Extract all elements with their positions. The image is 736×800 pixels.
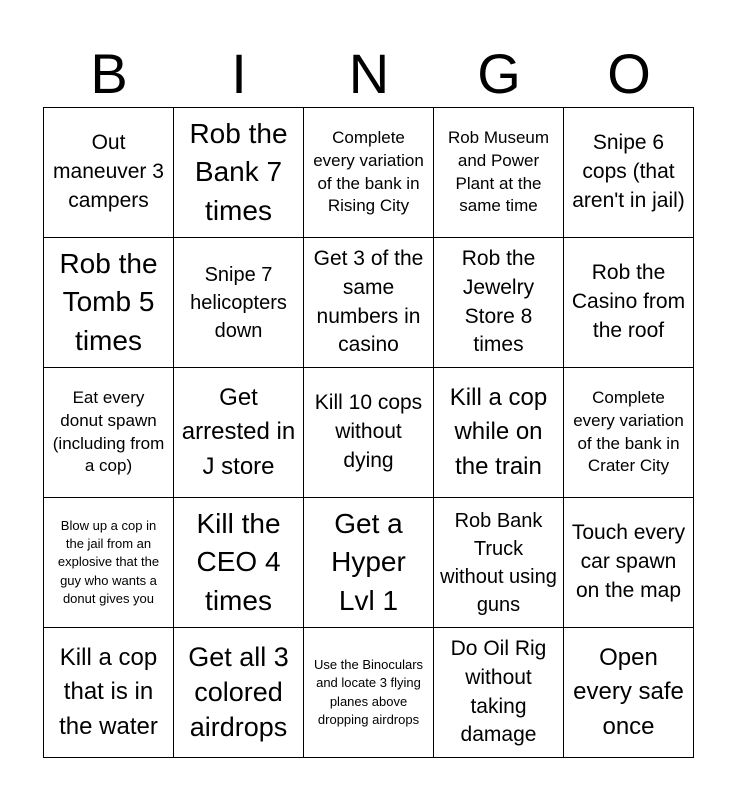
cell-text: Rob the Tomb 5 times: [59, 247, 158, 356]
bingo-cell[interactable]: [304, 108, 434, 238]
cell-text: Get all 3 colored airdrops: [188, 641, 289, 743]
bingo-cell[interactable]: [174, 108, 304, 238]
bingo-cell[interactable]: [434, 368, 564, 498]
cell-text: Use the Binoculars and locate 3 flying planes above dropping airdrops: [313, 657, 424, 727]
bingo-cell[interactable]: [44, 108, 174, 238]
header-letter-g: G: [477, 42, 521, 105]
cell-text: Rob the Jewelry Store 8 times: [461, 246, 536, 357]
cell-text: Kill a cop while on the train: [449, 384, 548, 480]
cell-text: Get arrested in J store: [181, 384, 296, 480]
bingo-cell[interactable]: [44, 368, 174, 498]
bingo-cell[interactable]: [304, 368, 434, 498]
header-letter-b: B: [90, 42, 128, 105]
cell-text: Do Oil Rig without taking damage: [450, 636, 547, 747]
cell-text: Complete every variation of the bank in Rising City: [313, 127, 424, 216]
header-letter-i: I: [231, 42, 247, 105]
bingo-cell[interactable]: [304, 628, 434, 758]
cell-text: Kill a cop that is in the water: [59, 644, 158, 740]
bingo-cell[interactable]: [564, 368, 694, 498]
cell-text: Out maneuver 3 campers: [53, 131, 164, 212]
cell-text: Rob Bank Truck without using guns: [440, 509, 557, 616]
header-letter-o: O: [607, 42, 651, 105]
bingo-cell[interactable]: [174, 238, 304, 368]
cell-text: Get 3 of the same numbers in casino: [313, 246, 424, 357]
bingo-cell[interactable]: [44, 628, 174, 758]
bingo-cell[interactable]: [174, 628, 304, 758]
bingo-cell[interactable]: [44, 238, 174, 368]
bingo-cell[interactable]: [174, 498, 304, 628]
bingo-cell[interactable]: [44, 498, 174, 628]
cell-text: Complete every variation of the bank in Crater City: [573, 387, 684, 476]
cell-text: Snipe 6 cops (that aren't in jail): [572, 131, 685, 212]
cell-text: Rob the Casino from the roof: [571, 261, 686, 342]
cell-text: Get a Hyper Lvl 1: [331, 507, 406, 616]
cell-text: Rob Museum and Power Plant at the same time: [447, 127, 550, 216]
cell-text: Rob the Bank 7 times: [189, 117, 288, 226]
cell-text: Kill 10 cops without dying: [314, 391, 423, 472]
bingo-cell[interactable]: [564, 498, 694, 628]
cell-text: Open every safe once: [573, 644, 684, 740]
bingo-grid: [43, 107, 694, 758]
cell-text: Snipe 7 helicopters down: [190, 263, 287, 342]
bingo-cell[interactable]: [564, 238, 694, 368]
cell-text: Eat every donut spawn (including from a cop): [52, 387, 165, 476]
bingo-cell[interactable]: [434, 108, 564, 238]
bingo-cell[interactable]: [434, 238, 564, 368]
cell-text: Kill the CEO 4 times: [196, 507, 281, 616]
bingo-header: [44, 40, 694, 108]
bingo-cell[interactable]: [434, 628, 564, 758]
header-letter-n: N: [348, 42, 390, 105]
bingo-cell[interactable]: [174, 368, 304, 498]
bingo-cell[interactable]: [564, 108, 694, 238]
bingo-cell[interactable]: [304, 498, 434, 628]
bingo-cell[interactable]: [304, 238, 434, 368]
cell-text: Blow up a cop in the jail from an explosive that the guy who wants a donut gives you: [57, 518, 160, 606]
bingo-cell[interactable]: [434, 498, 564, 628]
bingo-cell[interactable]: [564, 628, 694, 758]
cell-text: Touch every car spawn on the map: [571, 521, 686, 602]
